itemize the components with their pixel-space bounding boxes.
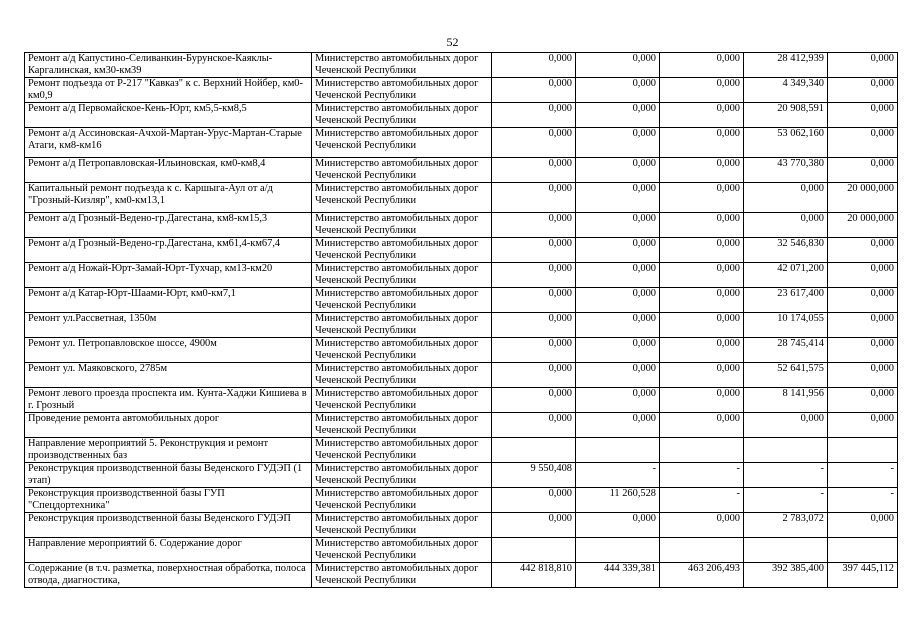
- row-value-3: 0,000: [660, 128, 744, 158]
- row-value-4: 0,000: [744, 213, 828, 238]
- row-organization: Министерство автомобильных дорог Чеченской Республики: [312, 413, 492, 438]
- row-value-5: 0,000: [828, 388, 898, 413]
- page-number: 52: [446, 35, 459, 49]
- table-row: [25, 513, 898, 538]
- row-value-4: 28 745,414: [744, 338, 828, 363]
- row-value-5: 0,000: [828, 78, 898, 103]
- row-value-5: 397 445,112: [828, 563, 898, 588]
- row-value-3: 463 206,493: [660, 563, 744, 588]
- row-value-3: 0,000: [660, 238, 744, 263]
- row-name: Ремонт а/д Первомайское-Кень-Юрт, км5,5-км8,5: [25, 103, 312, 128]
- row-value-1: 0,000: [492, 78, 576, 103]
- row-value-2: [576, 538, 660, 563]
- row-value-2: 0,000: [576, 158, 660, 183]
- row-value-2: 0,000: [576, 413, 660, 438]
- row-organization: Министерство автомобильных дорог Чеченской Республики: [312, 438, 492, 463]
- row-value-3: 0,000: [660, 263, 744, 288]
- row-value-3: [660, 438, 744, 463]
- row-value-5: 0,000: [828, 53, 898, 78]
- table-row: [25, 313, 898, 338]
- row-organization: Министерство автомобильных дорог Чеченской Республики: [312, 288, 492, 313]
- table-row: [25, 338, 898, 363]
- row-value-2: 0,000: [576, 513, 660, 538]
- row-value-1: 0,000: [492, 183, 576, 213]
- table-row: [25, 563, 898, 588]
- table-row: [25, 488, 898, 513]
- row-value-5: 0,000: [828, 363, 898, 388]
- row-organization: Министерство автомобильных дорог Чеченской Республики: [312, 563, 492, 588]
- row-name: Содержание (в т.ч. разметка, поверхностная обработка, полоса отвода, диагностика,: [25, 563, 312, 588]
- row-value-5: 0,000: [828, 288, 898, 313]
- row-value-2: 0,000: [576, 338, 660, 363]
- table-row: [25, 538, 898, 563]
- table-row: [25, 128, 898, 158]
- row-value-1: 0,000: [492, 103, 576, 128]
- row-value-1: 0,000: [492, 488, 576, 513]
- row-value-2: 0,000: [576, 363, 660, 388]
- table-row: [25, 183, 898, 213]
- row-organization: Министерство автомобильных дорог Чеченской Республики: [312, 213, 492, 238]
- table-row: [25, 463, 898, 488]
- row-value-5: [828, 438, 898, 463]
- table-row: [25, 438, 898, 463]
- row-name: Ремонт а/д Грозный-Ведено-гр.Дагестана, км8-км15,3: [25, 213, 312, 238]
- row-value-4: 0,000: [744, 413, 828, 438]
- row-value-4: -: [744, 488, 828, 513]
- row-value-3: [660, 538, 744, 563]
- row-name: Ремонт а/д Катар-Юрт-Шаами-Юрт, км0-км7,1: [25, 288, 312, 313]
- row-value-5: [828, 538, 898, 563]
- row-value-1: 442 818,810: [492, 563, 576, 588]
- row-value-3: 0,000: [660, 288, 744, 313]
- budget-table: [24, 52, 898, 588]
- row-name: Ремонт а/д Грозный-Ведено-гр.Дагестана, км61,4-км67,4: [25, 238, 312, 263]
- row-value-4: 52 641,575: [744, 363, 828, 388]
- row-value-4: 8 141,956: [744, 388, 828, 413]
- table-row: [25, 363, 898, 388]
- row-value-3: 0,000: [660, 158, 744, 183]
- row-value-1: 9 550,408: [492, 463, 576, 488]
- row-value-3: 0,000: [660, 413, 744, 438]
- row-value-5: 0,000: [828, 158, 898, 183]
- table-row: [25, 388, 898, 413]
- row-name: Ремонт а/д Ножай-Юрт-Замай-Юрт-Тухчар, км13-км20: [25, 263, 312, 288]
- row-value-3: 0,000: [660, 183, 744, 213]
- table-body: [25, 53, 898, 588]
- row-value-2: 0,000: [576, 53, 660, 78]
- row-value-2: [576, 438, 660, 463]
- row-value-4: 392 385,400: [744, 563, 828, 588]
- row-value-4: 10 174,055: [744, 313, 828, 338]
- row-value-1: 0,000: [492, 128, 576, 158]
- row-value-2: 0,000: [576, 213, 660, 238]
- row-name: Ремонт ул. Петропавловское шоссе, 4900м: [25, 338, 312, 363]
- row-value-3: -: [660, 488, 744, 513]
- row-name: Ремонт левого проезда проспекта им. Кунта-Хаджи Кишиева в г. Грозный: [25, 388, 312, 413]
- row-organization: Министерство автомобильных дорог Чеченской Республики: [312, 263, 492, 288]
- row-value-1: 0,000: [492, 238, 576, 263]
- row-name: Ремонт ул.Рассветная, 1350м: [25, 313, 312, 338]
- row-value-2: 0,000: [576, 128, 660, 158]
- row-value-2: 0,000: [576, 78, 660, 103]
- row-value-2: 0,000: [576, 183, 660, 213]
- row-value-1: 0,000: [492, 338, 576, 363]
- row-organization: Министерство автомобильных дорог Чеченской Республики: [312, 488, 492, 513]
- row-value-1: 0,000: [492, 288, 576, 313]
- row-value-2: 0,000: [576, 388, 660, 413]
- row-value-5: 0,000: [828, 128, 898, 158]
- row-value-3: 0,000: [660, 338, 744, 363]
- row-organization: Министерство автомобильных дорог Чеченской Республики: [312, 78, 492, 103]
- row-value-4: 20 908,591: [744, 103, 828, 128]
- table-row: [25, 213, 898, 238]
- row-organization: Министерство автомобильных дорог Чеченской Республики: [312, 183, 492, 213]
- row-name: Ремонт а/д Ассиновская-Ачхой-Мартан-Урус-Мартан-Старые Атаги, км8-км16: [25, 128, 312, 158]
- row-value-3: 0,000: [660, 313, 744, 338]
- row-value-3: -: [660, 463, 744, 488]
- row-value-1: 0,000: [492, 313, 576, 338]
- row-value-5: 0,000: [828, 413, 898, 438]
- row-organization: Министерство автомобильных дорог Чеченской Республики: [312, 388, 492, 413]
- row-value-1: 0,000: [492, 413, 576, 438]
- row-value-2: 0,000: [576, 288, 660, 313]
- row-value-4: -: [744, 463, 828, 488]
- table-row: [25, 53, 898, 78]
- row-name: Ремонт а/д Петропавловская-Ильиновская, км0-км8,4: [25, 158, 312, 183]
- row-name: Реконструкция производственной базы Веденского ГУДЭП: [25, 513, 312, 538]
- row-organization: Министерство автомобильных дорог Чеченской Республики: [312, 463, 492, 488]
- row-value-1: 0,000: [492, 363, 576, 388]
- row-value-5: 0,000: [828, 238, 898, 263]
- row-name: Ремонт подъезда от Р-217 "Кавказ" к с. Верхний Нойбер, км0-км0,9: [25, 78, 312, 103]
- row-value-5: 0,000: [828, 513, 898, 538]
- row-value-4: 43 770,380: [744, 158, 828, 183]
- row-name: Направление мероприятий 6. Содержание дорог: [25, 538, 312, 563]
- table-row: [25, 413, 898, 438]
- row-organization: Министерство автомобильных дорог Чеченской Республики: [312, 538, 492, 563]
- row-name: Ремонт ул. Маяковского, 2785м: [25, 363, 312, 388]
- row-value-4: 28 412,939: [744, 53, 828, 78]
- row-name: Реконструкция производственной базы ГУП "Спецдортехника": [25, 488, 312, 513]
- row-name: Реконструкция производственной базы Веденского ГУДЭП (1 этап): [25, 463, 312, 488]
- row-organization: Министерство автомобильных дорог Чеченской Республики: [312, 128, 492, 158]
- table-row: [25, 288, 898, 313]
- row-value-2: 444 339,381: [576, 563, 660, 588]
- row-value-4: 23 617,400: [744, 288, 828, 313]
- row-value-2: 0,000: [576, 103, 660, 128]
- row-organization: Министерство автомобильных дорог Чеченской Республики: [312, 103, 492, 128]
- row-value-4: 0,000: [744, 183, 828, 213]
- row-organization: Министерство автомобильных дорог Чеченской Республики: [312, 158, 492, 183]
- row-value-4: [744, 438, 828, 463]
- row-value-1: 0,000: [492, 213, 576, 238]
- row-name: Направление мероприятий 5. Реконструкция и ремонт производственных баз: [25, 438, 312, 463]
- row-value-2: 0,000: [576, 313, 660, 338]
- row-value-3: 0,000: [660, 213, 744, 238]
- row-value-3: 0,000: [660, 363, 744, 388]
- row-value-1: 0,000: [492, 388, 576, 413]
- row-organization: Министерство автомобильных дорог Чеченской Республики: [312, 513, 492, 538]
- table-row: [25, 103, 898, 128]
- table-row: [25, 263, 898, 288]
- table-row: [25, 238, 898, 263]
- row-organization: Министерство автомобильных дорог Чеченской Республики: [312, 363, 492, 388]
- row-value-5: 0,000: [828, 263, 898, 288]
- row-value-5: -: [828, 463, 898, 488]
- row-organization: Министерство автомобильных дорог Чеченской Республики: [312, 53, 492, 78]
- row-value-3: 0,000: [660, 388, 744, 413]
- row-value-5: -: [828, 488, 898, 513]
- row-value-1: 0,000: [492, 513, 576, 538]
- row-name: Капитальный ремонт подъезда к с. Каршыга-Аул от а/д "Грозный-Кизляр", км0-км13,1: [25, 183, 312, 213]
- row-value-2: 11 260,528: [576, 488, 660, 513]
- row-organization: Министерство автомобильных дорог Чеченской Республики: [312, 338, 492, 363]
- row-value-2: -: [576, 463, 660, 488]
- row-value-5: 20 000,000: [828, 213, 898, 238]
- row-organization: Министерство автомобильных дорог Чеченской Республики: [312, 313, 492, 338]
- table-row: [25, 158, 898, 183]
- row-value-4: [744, 538, 828, 563]
- row-name: Ремонт а/д Капустино-Селиванкин-Бурунское-Каяклы-Каргалинская, км30-км39: [25, 53, 312, 78]
- row-value-3: 0,000: [660, 53, 744, 78]
- row-value-5: 0,000: [828, 103, 898, 128]
- row-value-1: [492, 538, 576, 563]
- row-value-5: 20 000,000: [828, 183, 898, 213]
- row-value-4: 2 783,072: [744, 513, 828, 538]
- row-value-3: 0,000: [660, 513, 744, 538]
- row-value-2: 0,000: [576, 238, 660, 263]
- row-name: Проведение ремонта автомобильных дорог: [25, 413, 312, 438]
- row-value-1: 0,000: [492, 158, 576, 183]
- row-value-3: 0,000: [660, 103, 744, 128]
- row-value-5: 0,000: [828, 338, 898, 363]
- row-value-4: 53 062,160: [744, 128, 828, 158]
- row-value-1: 0,000: [492, 263, 576, 288]
- row-value-4: 42 071,200: [744, 263, 828, 288]
- row-value-4: 4 349,340: [744, 78, 828, 103]
- row-value-3: 0,000: [660, 78, 744, 103]
- row-value-2: 0,000: [576, 263, 660, 288]
- row-value-1: [492, 438, 576, 463]
- row-organization: Министерство автомобильных дорог Чеченской Республики: [312, 238, 492, 263]
- row-value-1: 0,000: [492, 53, 576, 78]
- row-value-5: 0,000: [828, 313, 898, 338]
- row-value-4: 32 546,830: [744, 238, 828, 263]
- table-row: [25, 78, 898, 103]
